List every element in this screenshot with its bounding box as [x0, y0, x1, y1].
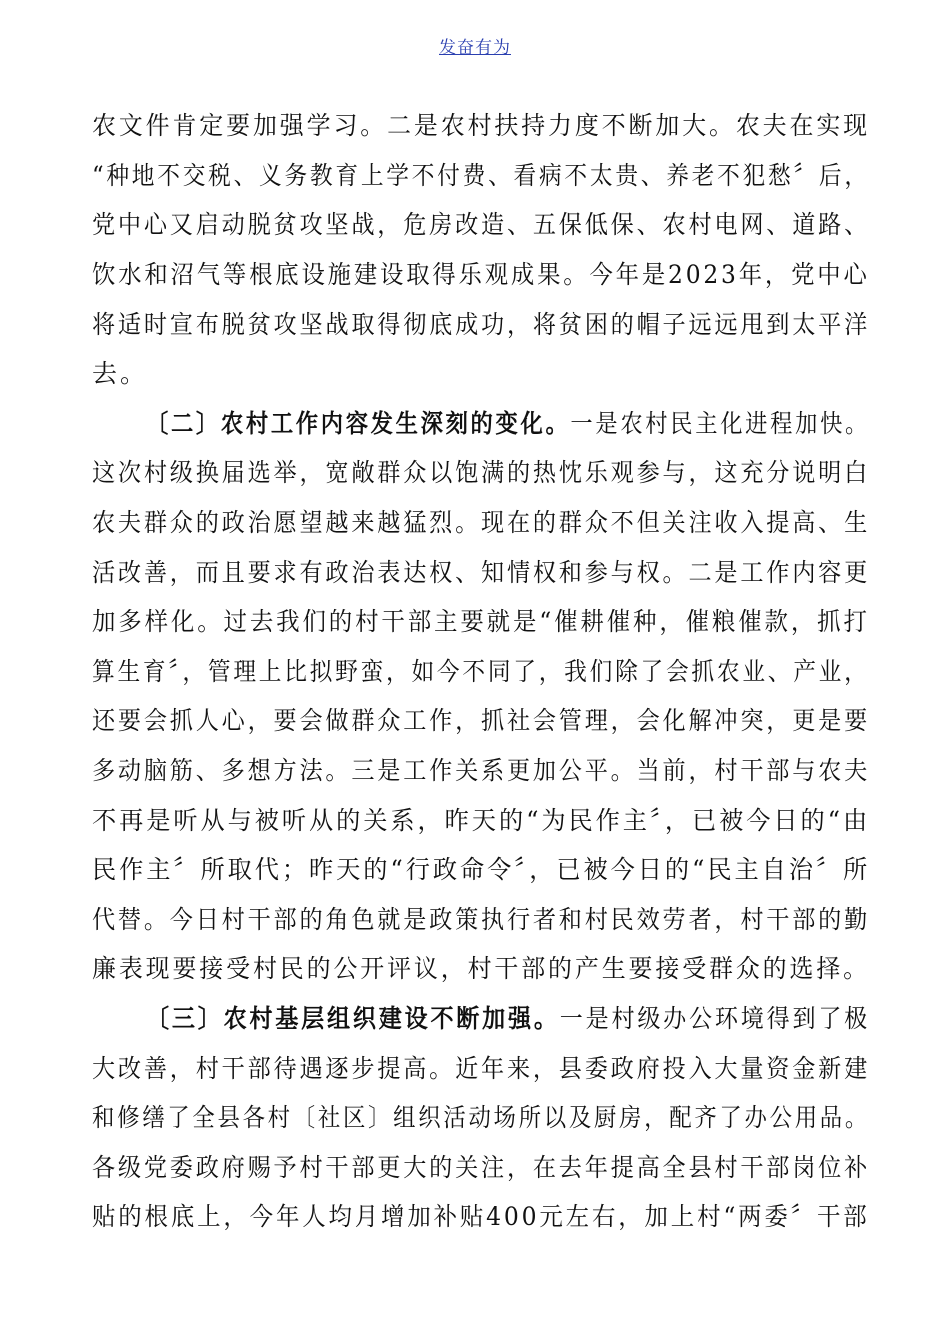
line-text: 和修缮了全县各村〔社区〕组织活动场所以及厨房，配齐了办公用品。	[92, 1103, 871, 1132]
line-text: 农夫群众的政治愿望越来越猛烈。现在的群众不但关注收入提高、生	[92, 508, 871, 537]
section-heading: 〔三〕农村基层组织建设不断加强。	[146, 1004, 560, 1033]
line-text: 去。	[92, 359, 149, 388]
text-line	[92, 607, 870, 637]
text-line	[92, 260, 870, 290]
line-text: 代替。今日村干部的角色就是政策执行者和村民效劳者，村干部的勤	[92, 905, 871, 934]
line-text: 党中心又启动脱贫攻坚战，危房改造、五保低保、农村电网、道路、	[92, 210, 871, 239]
text-line	[92, 657, 870, 687]
text-line	[92, 1103, 870, 1133]
line-text: “种地不交税、义务教育上学不付费、看病不太贵、养老不犯愁〞后，	[92, 161, 870, 190]
text-line	[92, 806, 870, 836]
line-text: 廉表现要接受村民的公开评议，村干部的产生要接受群众的选择。	[92, 954, 870, 983]
text-line	[92, 706, 870, 736]
text-line	[92, 111, 870, 141]
line-text: 农文件肯定要加强学习。二是农村扶持力度不断加大。农夫在实现	[92, 111, 870, 140]
section-heading: 〔二〕农村工作内容发生深刻的变化。	[146, 409, 571, 438]
line-text: 一是村级办公环境得到了极	[559, 1004, 871, 1033]
line-text: 多动脑筋、多想方法。三是工作关系更加公平。当前，村干部与农夫	[92, 756, 871, 785]
text-line	[92, 210, 870, 240]
line-text: 贴的根底上，今年人均月增加补贴400元左右，加上村“两委〞干部	[92, 1202, 870, 1231]
text-line	[92, 1054, 870, 1084]
text-line	[92, 855, 870, 885]
page-header	[0, 36, 950, 60]
line-text: 大改善，村干部待遇逐步提高。近年来，县委政府投入大量资金新建	[92, 1054, 871, 1083]
text-line	[92, 558, 870, 588]
line-text: 民作主〞所取代；昨天的“行政命令〞，已被今日的“民主自治〞所	[92, 855, 871, 884]
header-title-link[interactable]: 发奋有为	[439, 38, 511, 58]
line-text: 一是农村民主化进程加快。	[570, 409, 871, 438]
text-line	[92, 1202, 870, 1232]
text-line	[92, 1153, 870, 1183]
line-text: 这次村级换届选举，宽敞群众以饱满的热忱乐观参与，这充分说明白	[92, 458, 871, 487]
section-heading-line	[146, 409, 870, 439]
line-text: 算生育〞，管理上比拟野蛮，如今不同了，我们除了会抓农业、产业，	[92, 657, 870, 686]
text-line	[92, 756, 870, 786]
line-text: 将适时宣布脱贫攻坚战取得彻底成功，将贫困的帽子远远甩到太平洋	[92, 310, 871, 339]
text-line	[92, 954, 870, 984]
line-text: 饮水和沼气等根底设施建设取得乐观成果。今年是2023年，党中心	[92, 260, 870, 289]
text-line	[92, 458, 870, 488]
line-text: 活改善，而且要求有政治表达权、知情权和参与权。二是工作内容更	[92, 558, 871, 587]
text-line	[92, 905, 870, 935]
section-heading-line	[146, 1004, 870, 1034]
text-line	[92, 508, 870, 538]
line-text: 加多样化。过去我们的村干部主要就是“催耕催种，催粮催款，抓打	[92, 607, 870, 636]
text-line	[92, 310, 870, 340]
text-line	[92, 359, 148, 389]
line-text: 各级党委政府赐予村干部更大的关注，在去年提高全县村干部岗位补	[92, 1153, 871, 1182]
text-line	[92, 161, 870, 191]
line-text: 不再是听从与被听从的关系，昨天的“为民作主〞，已被今日的“由	[92, 806, 871, 835]
line-text: 还要会抓人心，要会做群众工作，抓社会管理，会化解冲突，更是要	[92, 706, 871, 735]
